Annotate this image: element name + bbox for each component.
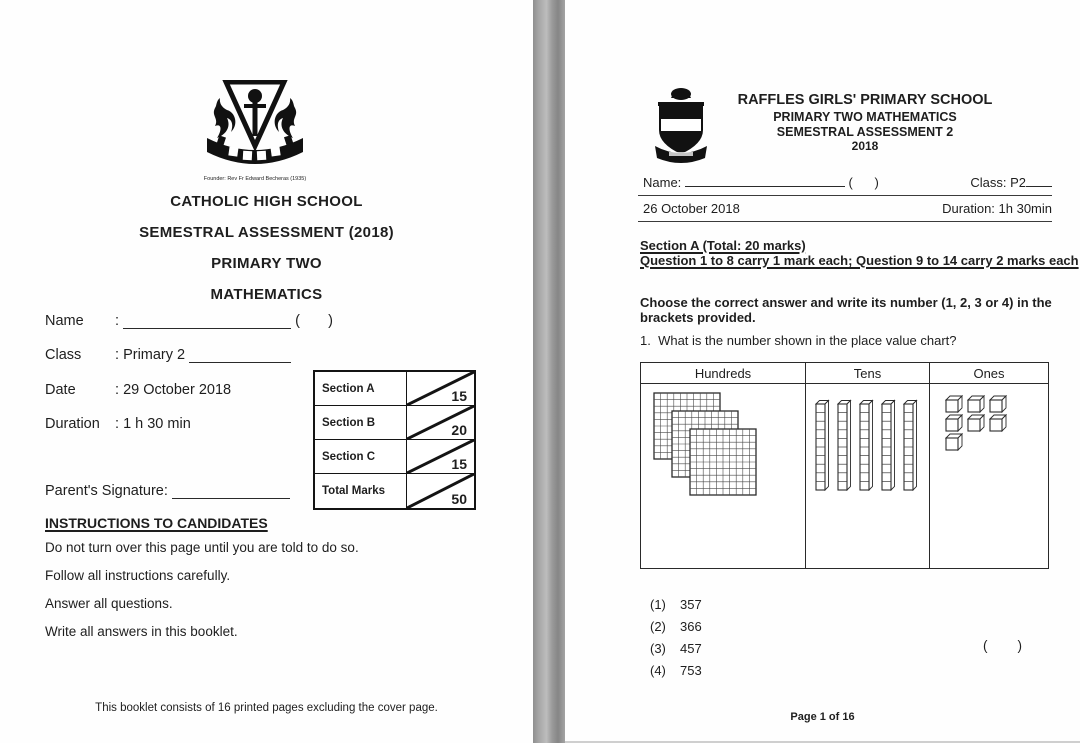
answer-brackets: ( ) xyxy=(983,638,1022,653)
name-row-left xyxy=(643,174,879,190)
left-title-block xyxy=(0,186,533,310)
exam-duration: Duration: 1h 30min xyxy=(942,201,1052,216)
option-number: (4) xyxy=(650,663,666,678)
instruction-item: Follow all instructions carefully. xyxy=(45,568,231,583)
subject-name: MATHEMATICS xyxy=(210,286,323,303)
question-number: 1. xyxy=(640,333,651,348)
date-label: Date xyxy=(45,382,76,398)
assessment-name: SEMESTRAL ASSESSMENT 2 xyxy=(776,125,954,139)
year-label: 2018 xyxy=(851,139,879,153)
subject-name: PRIMARY TWO MATHEMATICS xyxy=(773,110,957,124)
colon: : xyxy=(115,313,120,329)
section-c-label: Section C xyxy=(315,440,407,473)
option-number: (1) xyxy=(650,597,666,612)
option-number: (2) xyxy=(650,619,666,634)
section-a-max-marks: 15 xyxy=(451,388,467,404)
ones-header: Ones xyxy=(973,365,1005,381)
class-value: Primary 2 xyxy=(123,347,186,363)
option-2 xyxy=(650,619,702,634)
date-duration-row xyxy=(643,201,1052,216)
class-blank xyxy=(1026,174,1052,187)
instruction-item: Write all answers in this booklet. xyxy=(45,624,238,639)
signature-row xyxy=(45,483,290,499)
section-b-marks-cell xyxy=(407,406,474,439)
assessment-name: SEMESTRAL ASSESSMENT (2018) xyxy=(139,224,394,241)
section-b-label: Section B xyxy=(315,406,407,439)
option-4 xyxy=(650,663,702,678)
level-name: PRIMARY TWO xyxy=(211,255,322,272)
option-text: 753 xyxy=(680,663,702,678)
hundreds-header: Hundreds xyxy=(641,363,806,383)
duration-field-row xyxy=(45,416,191,432)
total-max-marks: 50 xyxy=(451,491,467,507)
duration-label: Duration xyxy=(45,416,100,432)
header-divider xyxy=(638,195,1052,196)
option-1 xyxy=(650,597,702,612)
signature-blank xyxy=(172,486,290,499)
option-text: 357 xyxy=(680,597,702,612)
section-c-max-marks: 15 xyxy=(451,456,467,472)
hundreds-blocks xyxy=(641,384,806,568)
class-blank xyxy=(189,350,291,363)
total-marks-label: Total Marks xyxy=(315,474,407,508)
place-value-body-row xyxy=(641,384,1048,568)
name-label: Name xyxy=(45,313,84,329)
table-row xyxy=(315,440,474,474)
section-a-marks-cell xyxy=(407,372,474,405)
date-value: 29 October 2018 xyxy=(123,382,232,398)
colon: : xyxy=(115,382,120,398)
name-field-row xyxy=(45,313,333,329)
instruction-item: Do not turn over this page until you are told to do so. xyxy=(45,540,359,555)
school-name: CATHOLIC HIGH SCHOOL xyxy=(170,193,363,210)
name-index-brackets: ( ) xyxy=(295,313,333,329)
header-divider xyxy=(638,221,1052,222)
place-value-chart xyxy=(640,362,1049,569)
section-c-marks-cell xyxy=(407,440,474,473)
book-spine-shadow xyxy=(533,0,565,743)
option-text: 457 xyxy=(680,641,702,656)
class-label: Class xyxy=(45,347,82,363)
catholic-high-school-crest-icon xyxy=(193,80,317,188)
place-value-header-row xyxy=(641,363,1048,384)
section-a-heading: Section A (Total: 20 marks) xyxy=(640,238,806,253)
date-field-row xyxy=(45,382,231,398)
instruction-item: Answer all questions. xyxy=(45,596,173,611)
ones-cubes xyxy=(930,384,1048,568)
name-class-row xyxy=(643,174,1052,190)
signature-label: Parent's Signature: xyxy=(45,483,168,499)
name-blank xyxy=(123,316,291,329)
option-text: 366 xyxy=(680,619,702,634)
name-label: Name: xyxy=(643,175,682,190)
table-row xyxy=(315,474,474,508)
school-name: RAFFLES GIRLS' PRIMARY SCHOOL xyxy=(737,92,993,108)
exam-date: 26 October 2018 xyxy=(643,201,740,216)
class-label: Class: P2 xyxy=(970,175,1026,190)
tens-rods xyxy=(806,384,930,568)
colon: : xyxy=(115,416,120,432)
section-b-max-marks: 20 xyxy=(451,422,467,438)
marks-table xyxy=(313,370,476,510)
crest-founder-text: Founder: Rev Fr Edward Becheras (1935) xyxy=(203,176,307,182)
booklet-footer-note: This booklet consists of 16 printed pages excluding the cover page. xyxy=(95,702,438,714)
instructions-heading: INSTRUCTIONS TO CANDIDATES xyxy=(45,515,268,531)
name-index-brackets: ( ) xyxy=(848,175,879,190)
class-field-row xyxy=(45,347,291,363)
colon: : xyxy=(115,347,120,363)
question-1 xyxy=(640,333,957,348)
table-row xyxy=(315,406,474,440)
class-row-right xyxy=(970,174,1052,190)
section-a-instruction: Choose the correct answer and write its number (1, 2, 3 or 4) in the brackets provided. xyxy=(640,295,1052,325)
page-number-footer: Page 1 of 16 xyxy=(790,711,855,723)
name-blank xyxy=(685,174,845,187)
section-a-subheading: Question 1 to 8 carry 1 mark each; Question 9 to 14 carry 2 marks each xyxy=(640,253,1079,268)
right-exam-page xyxy=(565,0,1080,743)
option-number: (3) xyxy=(650,641,666,656)
raffles-girls-primary-school-crest-icon xyxy=(651,86,711,170)
section-a-label: Section A xyxy=(315,372,407,405)
tens-header: Tens xyxy=(806,363,930,383)
table-row xyxy=(315,372,474,406)
left-exam-cover-page xyxy=(0,0,533,743)
option-3 xyxy=(650,641,702,656)
question-text: What is the number shown in the place value chart? xyxy=(658,333,957,348)
duration-value: 1 h 30 min xyxy=(123,416,191,432)
total-marks-cell xyxy=(407,474,474,508)
